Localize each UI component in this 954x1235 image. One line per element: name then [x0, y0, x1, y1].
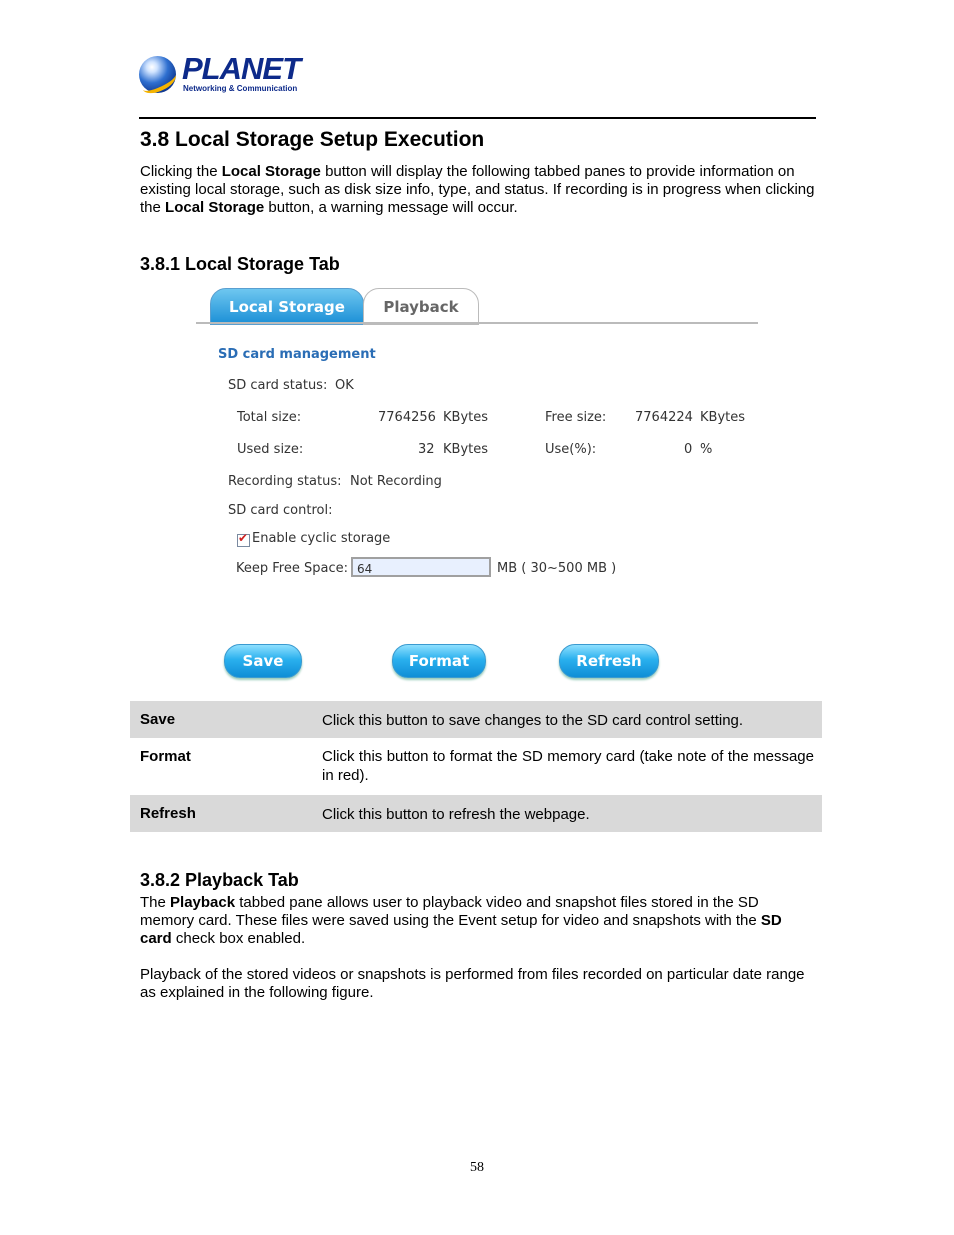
total-size-label: Total size:	[237, 410, 302, 425]
planet-logo	[139, 53, 299, 97]
table-row	[130, 738, 822, 795]
save-button[interactable]: Save	[224, 644, 302, 678]
refresh-button[interactable]: Refresh	[559, 644, 659, 678]
use-pct-unit: %	[700, 442, 713, 457]
table-row	[130, 701, 822, 738]
table-desc: Click this button to refresh the webpage.	[322, 806, 590, 823]
local-storage-panel	[196, 284, 760, 684]
table-desc: Click this button to save changes to the SD card control setting.	[322, 712, 744, 729]
keep-free-hint: MB ( 30~500 MB )	[497, 561, 617, 576]
format-button[interactable]: Format	[392, 644, 486, 678]
intro-paragraph: Clicking the Local Storage button will display the following tabbed panes to provide information on existing local storage, such as disk size info, type, and status. If recording is in progress when clicking the Local Storage button, a warning message will occur.	[140, 163, 815, 216]
cyclic-storage-checkbox[interactable]	[237, 534, 250, 547]
free-size-label: Free size:	[545, 410, 607, 425]
tab-playback[interactable]: Playback	[363, 288, 479, 325]
playback-paragraph-2: Playback of the stored videos or snapshots is performed from files recorded on particular date range as explained in the following figure.	[140, 966, 805, 1001]
total-size-value: 7764256	[378, 410, 436, 425]
subsection-title-local-storage: 3.8.1 Local Storage Tab	[140, 254, 340, 274]
table-key: Save	[140, 711, 176, 728]
total-size-unit: KBytes	[443, 410, 489, 425]
keep-free-label: Keep Free Space:	[236, 561, 348, 576]
table-key: Format	[140, 748, 191, 765]
tab-local-storage[interactable]: Local Storage	[210, 288, 364, 325]
use-pct-label: Use(%):	[545, 442, 597, 457]
keep-free-input[interactable]: 64	[351, 557, 491, 577]
sd-control-label: SD card control:	[228, 503, 333, 518]
logo-wordmark: PLANET	[182, 51, 300, 86]
sd-status-label: SD card status:	[228, 378, 328, 393]
logo-tagline: Networking & Communication	[183, 84, 298, 93]
tab-divider	[196, 322, 758, 324]
header-rule	[139, 117, 816, 119]
sd-card-management-title: SD card management	[218, 347, 376, 362]
table-key: Refresh	[140, 805, 196, 822]
sd-status-value: OK	[335, 378, 354, 393]
used-size-label: Used size:	[237, 442, 304, 457]
use-pct-value: 0	[684, 442, 693, 457]
recording-status-label: Recording status:	[228, 474, 342, 489]
section-title: 3.8 Local Storage Setup Execution	[140, 128, 485, 151]
free-size-unit: KBytes	[700, 410, 746, 425]
recording-status-value: Not Recording	[350, 474, 442, 489]
used-size-unit: KBytes	[443, 442, 489, 457]
free-size-value: 7764224	[635, 410, 693, 425]
table-desc: Click this button to format the SD memory card (take note of the message in red).	[322, 748, 814, 784]
table-row	[130, 795, 822, 832]
cyclic-storage-label: Enable cyclic storage	[252, 531, 391, 546]
subsection-title-playback: 3.8.2 Playback Tab	[140, 870, 299, 890]
playback-paragraph-1: The Playback tabbed pane allows user to playback video and snapshot files stored in the SD memory card. These files were saved using the Event setup for video and snapshots with the SD card check box enabled.	[140, 894, 782, 947]
used-size-value: 32	[418, 442, 435, 457]
page-number: 58	[470, 1160, 484, 1175]
